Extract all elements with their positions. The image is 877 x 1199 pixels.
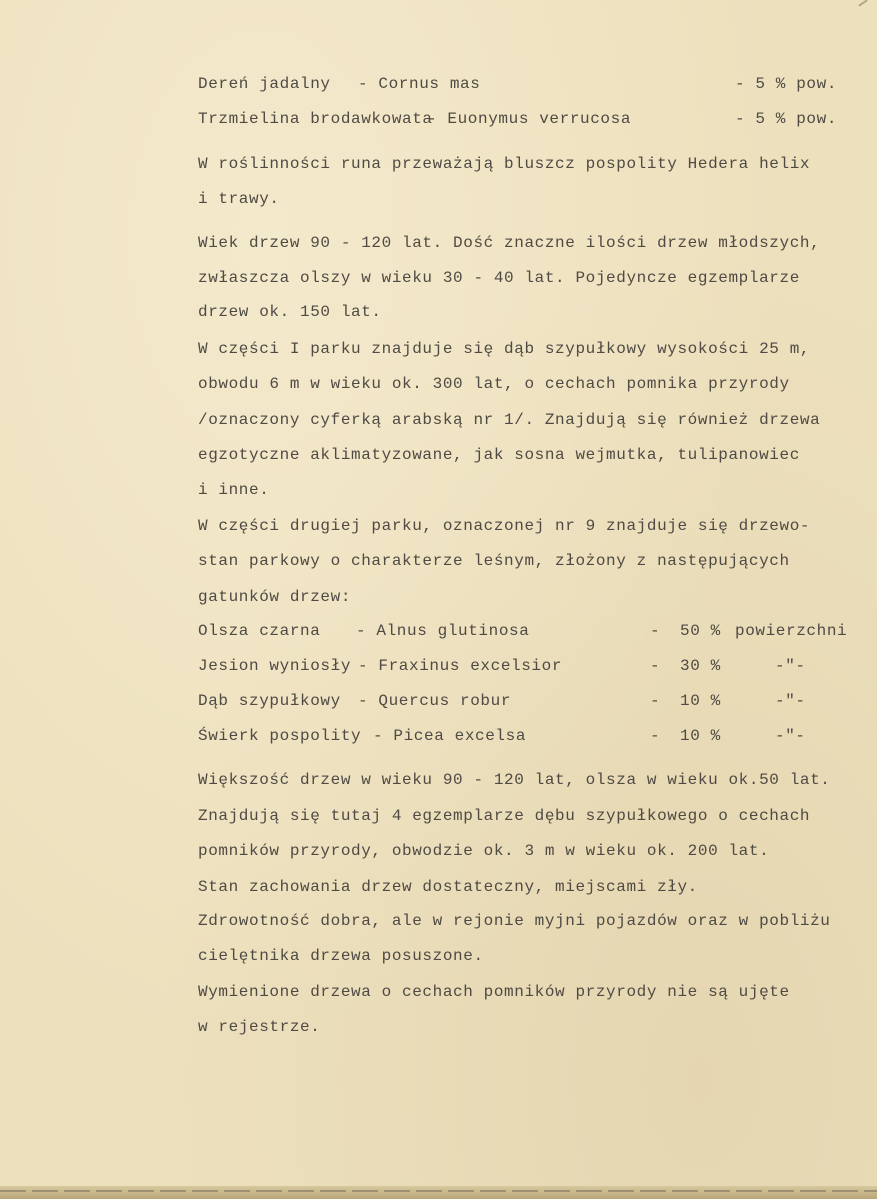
- text-line: pomników przyrody, obwodzie ok. 3 m w wieku ok. 200 lat.: [198, 842, 770, 860]
- species-unit: -"-: [775, 727, 806, 745]
- species-percent: 10 %: [680, 692, 721, 710]
- text-line: cielętnika drzewa posuszone.: [198, 947, 484, 965]
- species-latin: - Quercus robur: [358, 692, 512, 710]
- text-line: Zdrowotność dobra, ale w rejonie myjni pojazdów oraz w pobliżu: [198, 912, 831, 930]
- species-top-share: - 5 % pow.: [735, 110, 838, 128]
- text-line: /oznaczony cyferką arabską nr 1/. Znajdują się również drzewa: [198, 411, 821, 429]
- text-line: Znajdują się tutaj 4 egzemplarze dębu szypułkowego o cechach: [198, 807, 811, 825]
- text-line: stan parkowy o charakterze leśnym, złożony z następujących: [198, 552, 790, 570]
- species-dash: -: [650, 622, 661, 640]
- species-dash: -: [650, 657, 661, 675]
- page-bottom-edge: [0, 1186, 877, 1199]
- text-line: zwłaszcza olszy w wieku 30 - 40 lat. Pojedyncze egzemplarze: [198, 269, 800, 287]
- species-percent: 10 %: [680, 727, 721, 745]
- text-line: Większość drzew w wieku 90 - 120 lat, olsza w wieku ok.50 lat.: [198, 771, 831, 789]
- corner-fold-mark: [858, 0, 867, 7]
- species-name: Świerk pospolity: [198, 727, 362, 745]
- text-line: drzew ok. 150 lat.: [198, 303, 382, 321]
- text-line: W części I parku znajduje się dąb szypułkowy wysokości 25 m,: [198, 340, 811, 358]
- species-percent: 50 %: [680, 622, 721, 640]
- species-name: Jesion wyniosły: [198, 657, 352, 675]
- species-latin: - Picea excelsa: [373, 727, 527, 745]
- text-line: egzotyczne aklimatyzowane, jak sosna wejmutka, tulipanowiec: [198, 446, 800, 464]
- species-unit: powierzchni: [735, 622, 848, 640]
- species-top-latin: - Cornus mas: [358, 75, 481, 93]
- species-unit: -"-: [775, 692, 806, 710]
- text-line: Wymienione drzewa o cechach pomników przyrody nie są ujęte: [198, 983, 790, 1001]
- perforation-border: [0, 1190, 877, 1192]
- species-percent: 30 %: [680, 657, 721, 675]
- species-top-latin: - Euonymus verrucosa: [427, 110, 632, 128]
- species-top-share: - 5 % pow.: [735, 75, 838, 93]
- text-line: i trawy.: [198, 190, 280, 208]
- species-name: Dąb szypułkowy: [198, 692, 341, 710]
- species-name: Olsza czarna: [198, 622, 321, 640]
- text-line: Stan zachowania drzew dostateczny, miejscami zły.: [198, 878, 698, 896]
- text-line: i inne.: [198, 481, 270, 499]
- text-line: w rejestrze.: [198, 1018, 321, 1036]
- text-line: obwodu 6 m w wieku ok. 300 lat, o cechach pomnika przyrody: [198, 375, 790, 393]
- species-latin: - Alnus glutinosa: [356, 622, 530, 640]
- species-dash: -: [650, 727, 661, 745]
- text-line: Wiek drzew 90 - 120 lat. Dość znaczne ilości drzew młodszych,: [198, 234, 821, 252]
- text-line: gatunków drzew:: [198, 588, 352, 606]
- species-top-name: Dereń jadalny: [198, 75, 331, 93]
- species-dash: -: [650, 692, 661, 710]
- species-unit: -"-: [775, 657, 806, 675]
- species-latin: - Fraxinus excelsior: [358, 657, 563, 675]
- text-line: W roślinności runa przeważają bluszcz pospolity Hedera helix: [198, 155, 811, 173]
- text-line: W części drugiej parku, oznaczonej nr 9 znajduje się drzewo-: [198, 517, 811, 535]
- species-top-name: Trzmielina brodawkowata: [198, 110, 433, 128]
